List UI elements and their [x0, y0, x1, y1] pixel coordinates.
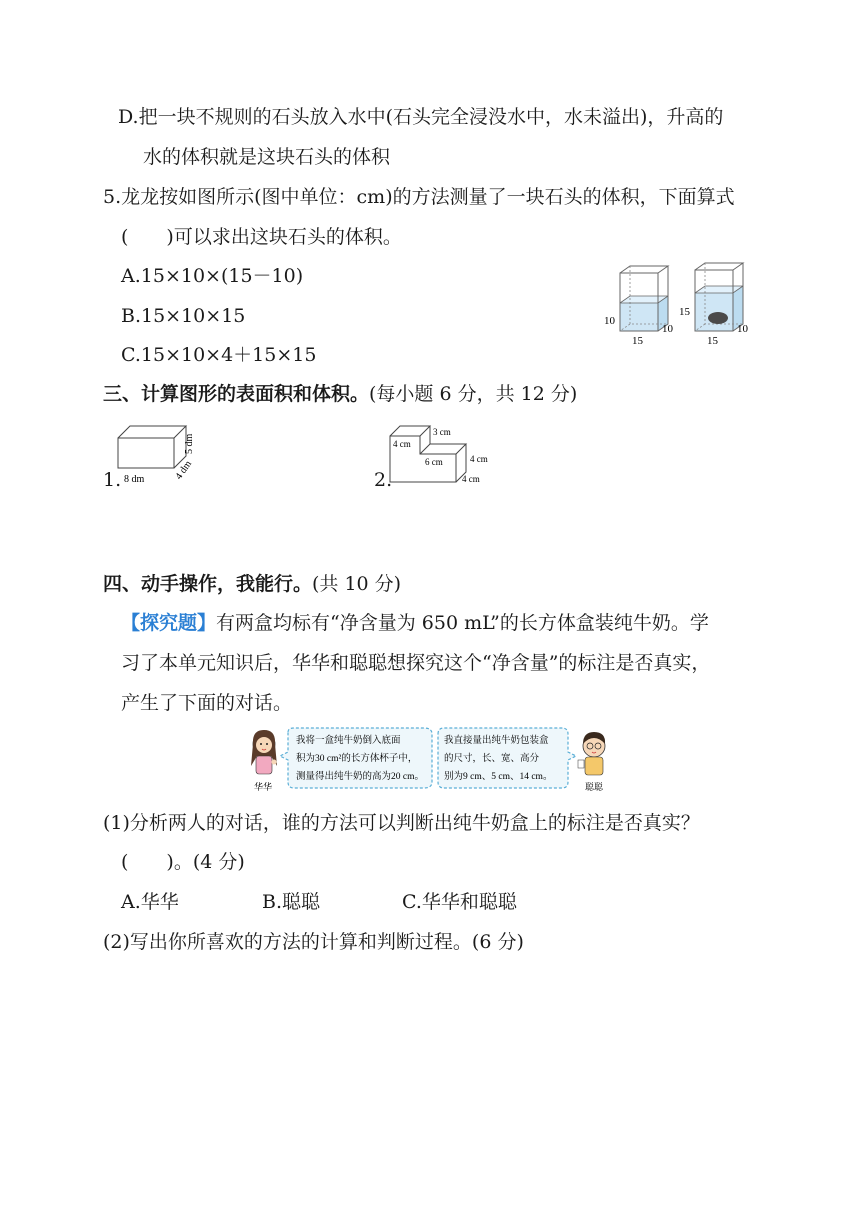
shape-label-right-height: 4 cm: [470, 454, 488, 464]
right-bubble-line1: 我直接量出纯牛奶包装盒: [444, 736, 549, 746]
cuboid-length-label: 8 dm: [124, 474, 145, 485]
cuboid-figure: [112, 418, 202, 488]
right-width-label: 15: [707, 335, 718, 347]
left-bubble-line3: 测量得出纯牛奶的高为20 cm。: [296, 772, 424, 782]
cuboid-depth-label: 4 dm: [173, 458, 195, 482]
q1-stem: (1)分析两人的对话，谁的方法可以判断出纯牛奶盒上的标注是否真实？: [103, 812, 700, 834]
right-bubble-line3: 别为9 cm、5 cm、14 cm。: [444, 772, 553, 782]
q1-option-c: C.华华和聪聪: [402, 891, 517, 913]
l-shape-solid-figure: [384, 418, 504, 488]
section3-score-note: (每小题 6 分，共 12 分): [369, 383, 578, 405]
q5-container-figure: [598, 258, 758, 348]
q5-option-a: A.15×10×(15－10): [121, 265, 304, 287]
shape-label-step-length: 6 cm: [425, 457, 443, 467]
stone-icon: [708, 312, 728, 324]
right-height-label: 15: [679, 306, 690, 318]
q1-option-b: B.聪聪: [262, 891, 321, 913]
girl-avatar-icon: [251, 730, 277, 774]
boy-avatar-icon: [578, 732, 605, 775]
shape-label-top-width: 4 cm: [393, 439, 411, 449]
dialog-illustration: [244, 726, 616, 796]
explore-tag: 【探究题】: [121, 612, 217, 634]
section4-title: 四、动手操作，我能行。: [103, 573, 313, 595]
shape-label-depth: 4 cm: [462, 474, 480, 484]
girl-name-label: 华华: [254, 782, 273, 792]
q1-answer-blank: ( )。(4 分): [121, 851, 245, 873]
q4-option-d-line1: D.把一块不规则的石头放入水中(石头完全浸没水中，水未溢出)，升高的: [118, 106, 724, 128]
container-right: [695, 263, 743, 331]
section4-intro-line3: 产生了下面的对话。: [121, 692, 293, 714]
q5-stem-line2: ( )可以求出这块石头的体积。: [121, 226, 402, 248]
left-depth-label: 10: [662, 323, 673, 335]
cuboid-height-label: 5 dm: [184, 433, 195, 454]
problem1-number: 1.: [103, 469, 122, 491]
section3-heading: [103, 381, 577, 407]
q5-option-b: B.15×10×15: [121, 305, 246, 327]
container-left: [620, 266, 668, 331]
intro-text-1: 有两盒均标有“净含量为 650 mL”的长方体盒装纯牛奶。学: [216, 612, 709, 634]
left-bubble-line1: 我将一盒纯牛奶倒入底面: [296, 736, 401, 746]
q4-option-d-line2: 水的体积就是这块石头的体积: [143, 146, 391, 168]
section4-score-note: (共 10 分): [312, 573, 402, 595]
left-height-label: 10: [604, 315, 615, 327]
shape-label-step-height: 3 cm: [433, 427, 451, 437]
section4-intro-line1: [121, 610, 709, 636]
section4-heading: [103, 571, 401, 597]
left-bubble-line2: 积为30 cm²的长方体杯子中，: [296, 754, 418, 764]
section4-intro-line2: 习了本单元知识后，华华和聪聪想探究这个“净含量”的标注是否真实，: [121, 652, 711, 674]
boy-name-label: 聪聪: [585, 782, 604, 792]
right-bubble-line2: 的尺寸，长、宽、高分: [444, 754, 540, 764]
q1-option-a: A.华华: [121, 891, 179, 913]
q5-option-c: C.15×10×4＋15×15: [121, 344, 317, 366]
q5-stem-line1: 5.龙龙按如图所示(图中单位：cm)的方法测量了一块石头的体积，下面算式: [103, 186, 735, 208]
problem2-number: 2.: [374, 469, 393, 491]
left-width-label: 15: [632, 335, 643, 347]
section3-title: 三、计算图形的表面积和体积。: [103, 383, 370, 405]
right-depth-label: 10: [737, 323, 748, 335]
q2-stem: (2)写出你所喜欢的方法的计算和判断过程。(6 分): [103, 931, 524, 953]
